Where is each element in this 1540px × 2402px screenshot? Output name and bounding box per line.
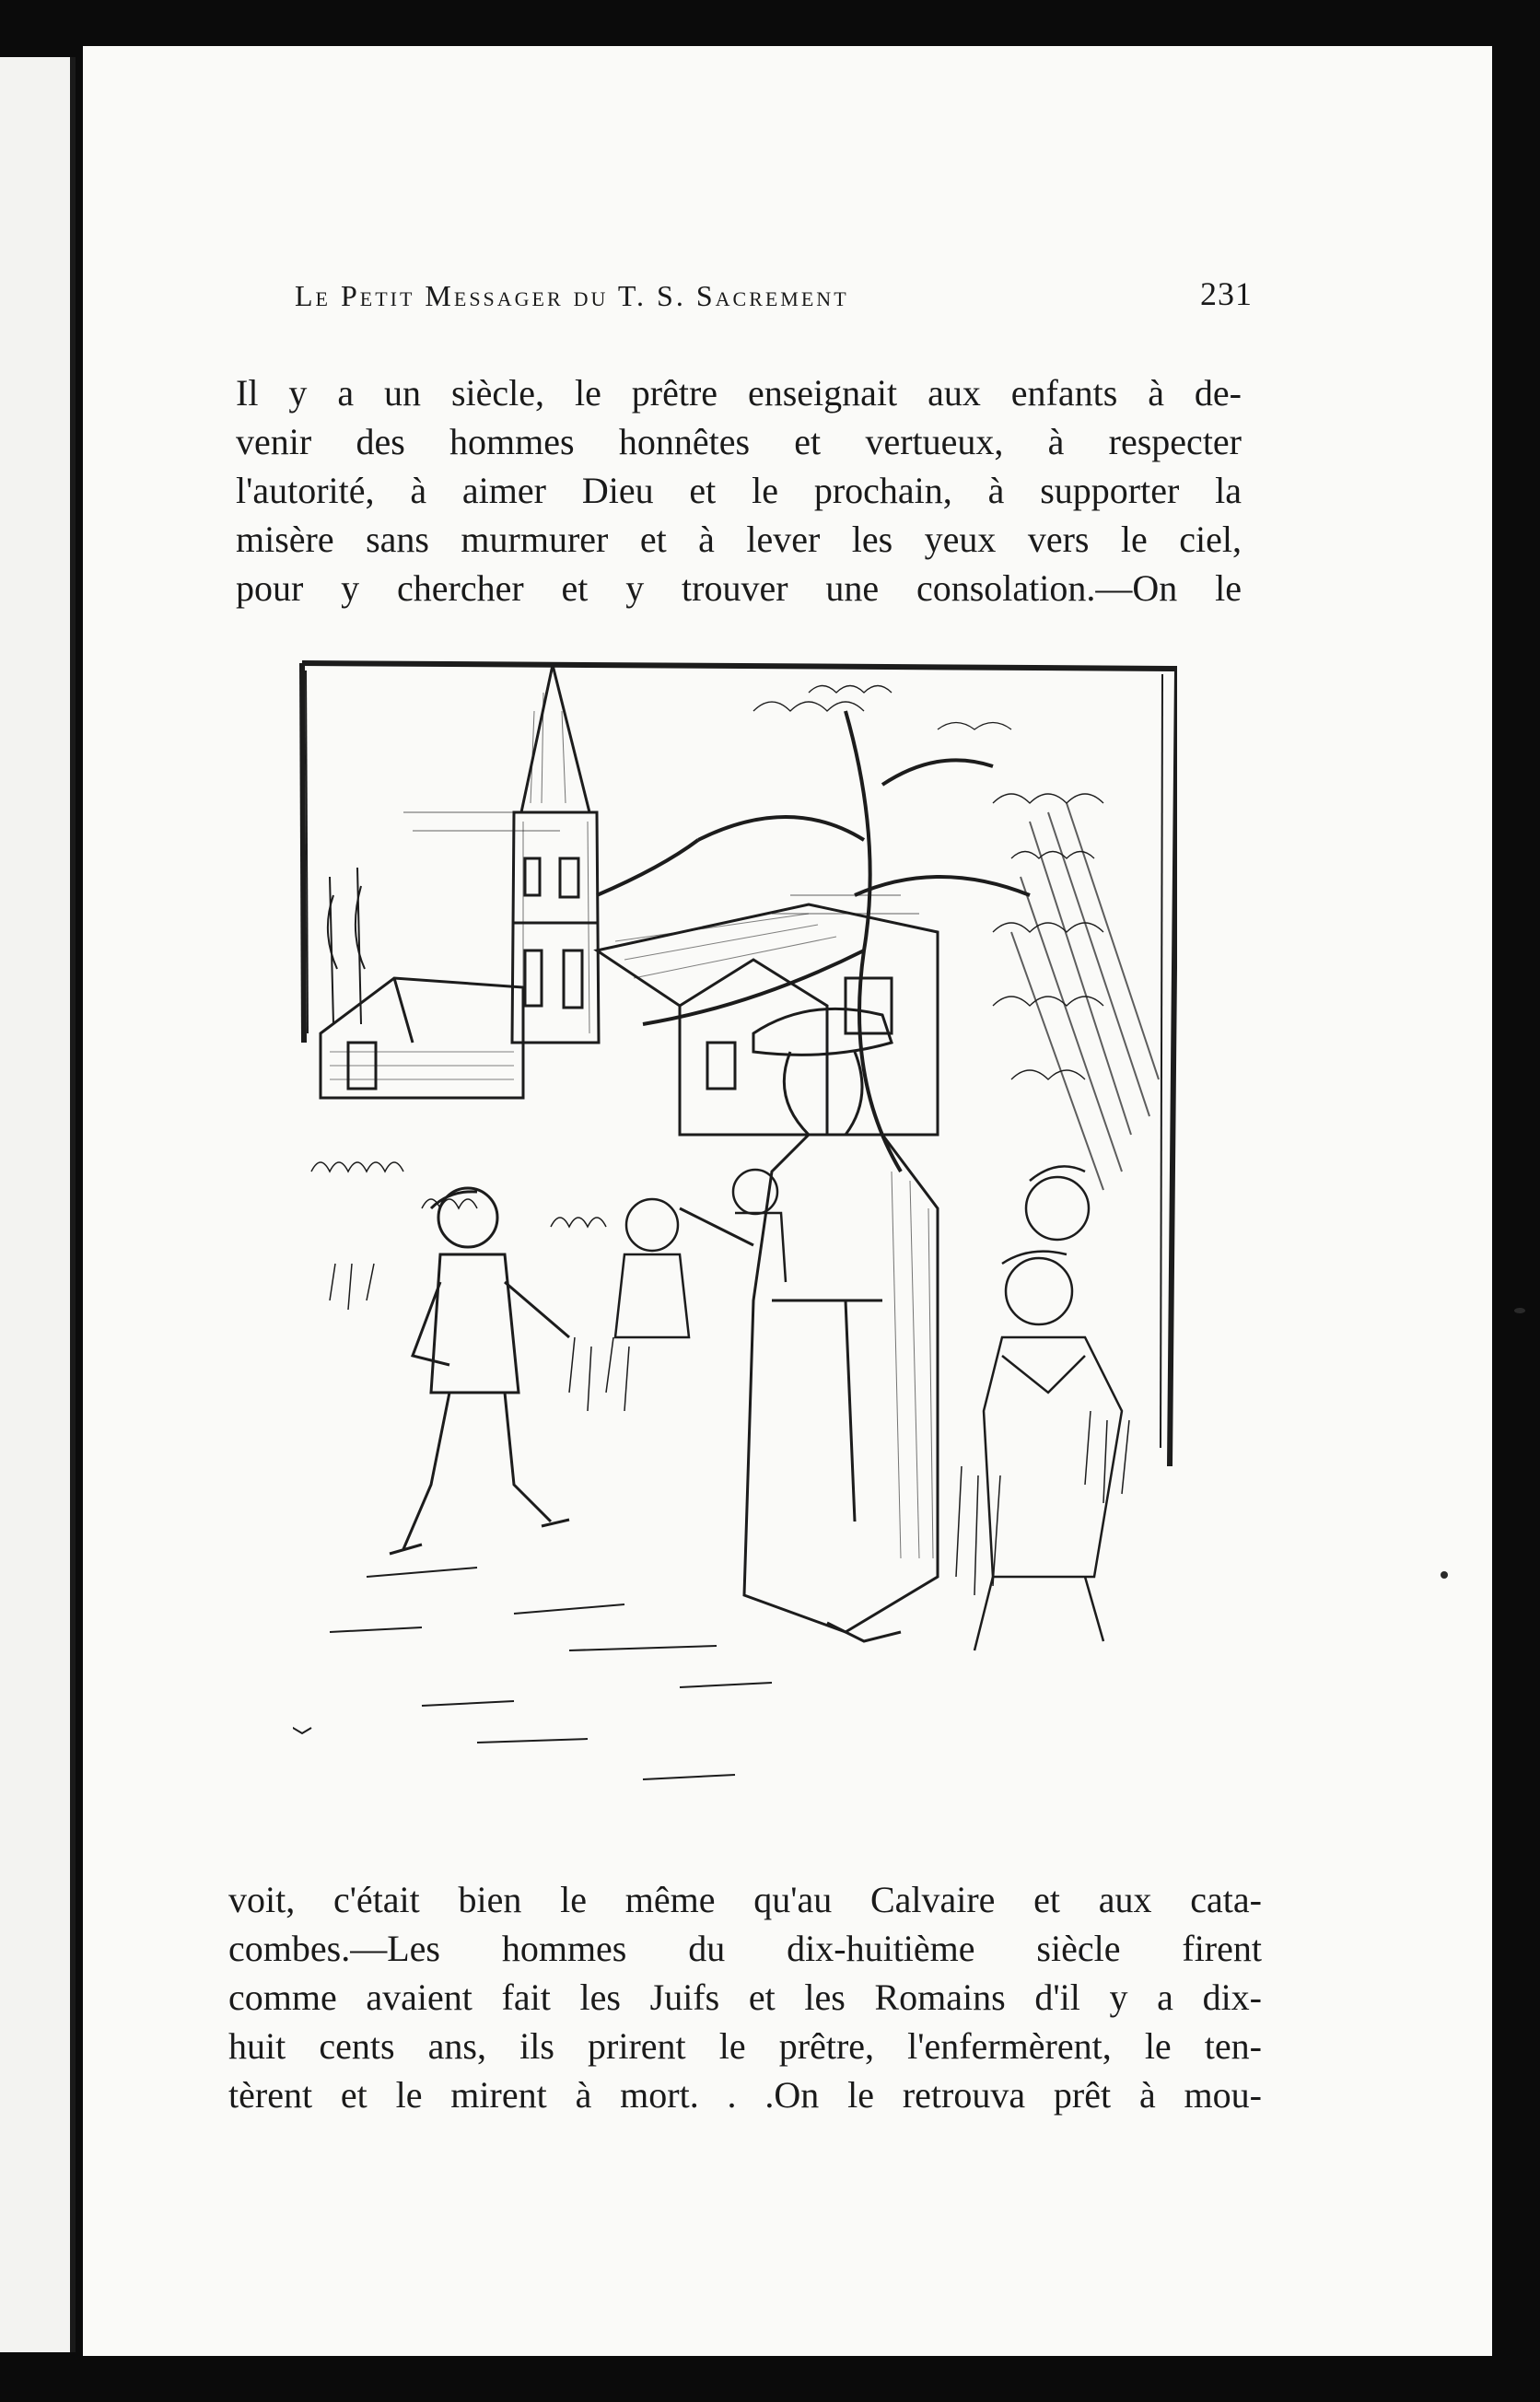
running-header: [295, 239, 1253, 313]
paragraph-bottom: [228, 1875, 1262, 2119]
text-line: comme avaient fait les Juifs et les Romains d'il y a dix-: [228, 1976, 1262, 2018]
book-gutter: [70, 57, 76, 2352]
text-line: voit, c'était bien le même qu'au Calvaire et aux cata-: [228, 1879, 1262, 1920]
text-line: tèrent et le mirent à mort. . .On le retrouva prêt à mou-: [228, 2074, 1262, 2116]
text-line: Il y a un siècle, le prêtre enseignait aux enfants à de-: [236, 372, 1242, 414]
text-line: huit cents ans, ils prirent le prêtre, l'enfermèrent, le ten-: [228, 2025, 1262, 2067]
running-title: Le Petit Messager du T. S. Sacrement: [295, 279, 849, 312]
speck: [1514, 1308, 1525, 1313]
text-line: l'autorité, à aimer Dieu et le prochain, à supporter la: [236, 470, 1242, 511]
text-line: venir des hommes honnêtes et vertueux, à respecter: [236, 421, 1242, 462]
page-number: 231: [1200, 275, 1253, 312]
text-line: misère sans murmurer et à lever les yeux vers le ciel,: [236, 519, 1242, 560]
priest-with-children-engraving-icon: [293, 656, 1177, 1844]
facing-page-edge: [0, 57, 72, 2352]
text-line: combes.—Les hommes du dix-huitième siècle firent: [228, 1928, 1262, 1969]
text-line: pour y chercher et y trouver une consolation.—On le: [236, 567, 1242, 609]
paragraph-top: [236, 368, 1242, 612]
speck: [1441, 1571, 1448, 1579]
